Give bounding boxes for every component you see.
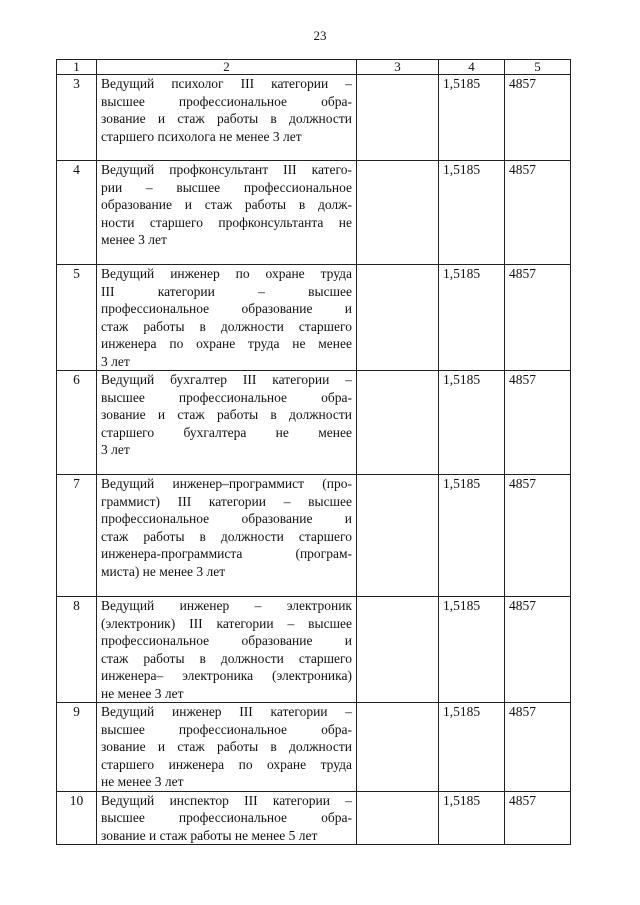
table-row xyxy=(57,597,571,703)
description-line: Ведущий инженер III категории – xyxy=(101,704,352,719)
description-line: инженера по охране труда не менее xyxy=(101,336,352,351)
coefficient-cell: 1,5185 xyxy=(439,371,505,475)
coefficient-cell: 1,5185 xyxy=(439,791,505,845)
salary-cell: 4857 xyxy=(505,75,571,161)
header-col-5: 5 xyxy=(505,60,571,75)
description-line: 3 лет xyxy=(101,353,130,369)
description-line: стаж работы в должности старшего xyxy=(101,318,352,334)
col3-cell xyxy=(357,703,439,792)
coefficient-cell: 1,5185 xyxy=(439,597,505,703)
header-col-3: 3 xyxy=(357,60,439,75)
salary-cell: 4857 xyxy=(505,161,571,265)
description-line: высшее профессиональное обра- xyxy=(101,810,352,825)
coefficient-cell: 1,5185 xyxy=(439,475,505,597)
salary-cell: 4857 xyxy=(505,791,571,845)
description-line: старшего психолога не менее 3 лет xyxy=(101,128,302,144)
description-line: Ведущий инженер – электроник xyxy=(101,598,352,613)
description-line: граммист) III категории – высшее xyxy=(101,493,352,509)
description-line: инженера– электроника (электроника) xyxy=(101,668,352,683)
description-line: стаж работы в должности старшего xyxy=(101,650,352,666)
position-description xyxy=(97,265,357,371)
salary-cell: 4857 xyxy=(505,597,571,703)
positions-table xyxy=(56,59,571,845)
description-line: 3 лет xyxy=(101,442,130,457)
description-line: зование и стаж работы не менее 5 лет xyxy=(101,827,318,843)
col3-cell xyxy=(357,161,439,265)
description-line: Ведущий инженер по охране труда xyxy=(101,266,352,281)
header-col-2: 2 xyxy=(97,60,357,75)
col3-cell xyxy=(357,791,439,845)
description-line: не менее 3 лет xyxy=(101,685,184,701)
row-number: 5 xyxy=(57,265,97,371)
description-line: образование и стаж работы в долж- xyxy=(101,197,352,212)
description-line: старшего инженера по охране труда xyxy=(101,756,352,772)
description-line: миста) не менее 3 лет xyxy=(101,563,226,579)
col3-cell xyxy=(357,597,439,703)
description-line: рии – высшее профессиональное xyxy=(101,179,352,195)
position-description xyxy=(97,475,357,597)
description-line: ности старшего профконсультанта не xyxy=(101,214,352,230)
description-line: зование и стаж работы в должности xyxy=(101,739,352,754)
description-line: менее 3 лет xyxy=(101,232,167,247)
table-row xyxy=(57,75,571,161)
position-description xyxy=(97,371,357,475)
description-line: III категории – высшее xyxy=(101,283,352,299)
description-line: высшее профессиональное обра- xyxy=(101,93,352,109)
header-col-4: 4 xyxy=(439,60,505,75)
table-row xyxy=(57,791,571,845)
coefficient-cell: 1,5185 xyxy=(439,75,505,161)
col3-cell xyxy=(357,75,439,161)
table-row xyxy=(57,265,571,371)
row-number: 9 xyxy=(57,703,97,792)
table-row xyxy=(57,703,571,792)
description-line: Ведущий профконсультант III катего- xyxy=(101,162,352,177)
position-description xyxy=(97,597,357,703)
salary-cell: 4857 xyxy=(505,475,571,597)
col3-cell xyxy=(357,475,439,597)
position-description xyxy=(97,75,357,161)
position-description xyxy=(97,791,357,845)
table-row xyxy=(57,475,571,597)
row-number: 10 xyxy=(57,791,97,845)
row-number: 6 xyxy=(57,371,97,475)
description-line: зование и стаж работы в должности xyxy=(101,407,352,422)
description-line: инженера-программиста (програм- xyxy=(101,546,352,561)
description-line: Ведущий инспектор III категории – xyxy=(101,792,352,808)
header-col-1: 1 xyxy=(57,60,97,75)
table-row xyxy=(57,371,571,475)
row-number: 7 xyxy=(57,475,97,597)
salary-cell: 4857 xyxy=(505,703,571,792)
description-line: высшее профессиональное обра- xyxy=(101,389,352,405)
position-description xyxy=(97,703,357,792)
description-line: Ведущий инженер–программист (про- xyxy=(101,476,352,491)
row-number: 3 xyxy=(57,75,97,161)
description-line: не менее 3 лет xyxy=(101,774,184,789)
description-line: профессиональное образование и xyxy=(101,633,352,648)
salary-cell: 4857 xyxy=(505,371,571,475)
coefficient-cell: 1,5185 xyxy=(439,703,505,792)
description-line: зование и стаж работы в должности xyxy=(101,111,352,126)
description-line: стаж работы в должности старшего xyxy=(101,528,352,544)
row-number: 8 xyxy=(57,597,97,703)
description-line: (электроник) III категории – высшее xyxy=(101,615,352,631)
description-line: Ведущий психолог III категории – xyxy=(101,76,352,91)
description-line: Ведущий бухгалтер III категории – xyxy=(101,372,352,387)
description-line: старшего бухгалтера не менее xyxy=(101,424,352,440)
position-description xyxy=(97,161,357,265)
description-line: высшее профессиональное обра- xyxy=(101,721,352,737)
table-row xyxy=(57,161,571,265)
col3-cell xyxy=(357,371,439,475)
salary-cell: 4857 xyxy=(505,265,571,371)
coefficient-cell: 1,5185 xyxy=(439,265,505,371)
coefficient-cell: 1,5185 xyxy=(439,161,505,265)
description-line: профессиональное образование и xyxy=(101,511,352,526)
row-number: 4 xyxy=(57,161,97,265)
description-line: профессиональное образование и xyxy=(101,301,352,316)
table-header-row xyxy=(57,60,571,75)
col3-cell xyxy=(357,265,439,371)
page-number: 23 xyxy=(313,28,327,43)
